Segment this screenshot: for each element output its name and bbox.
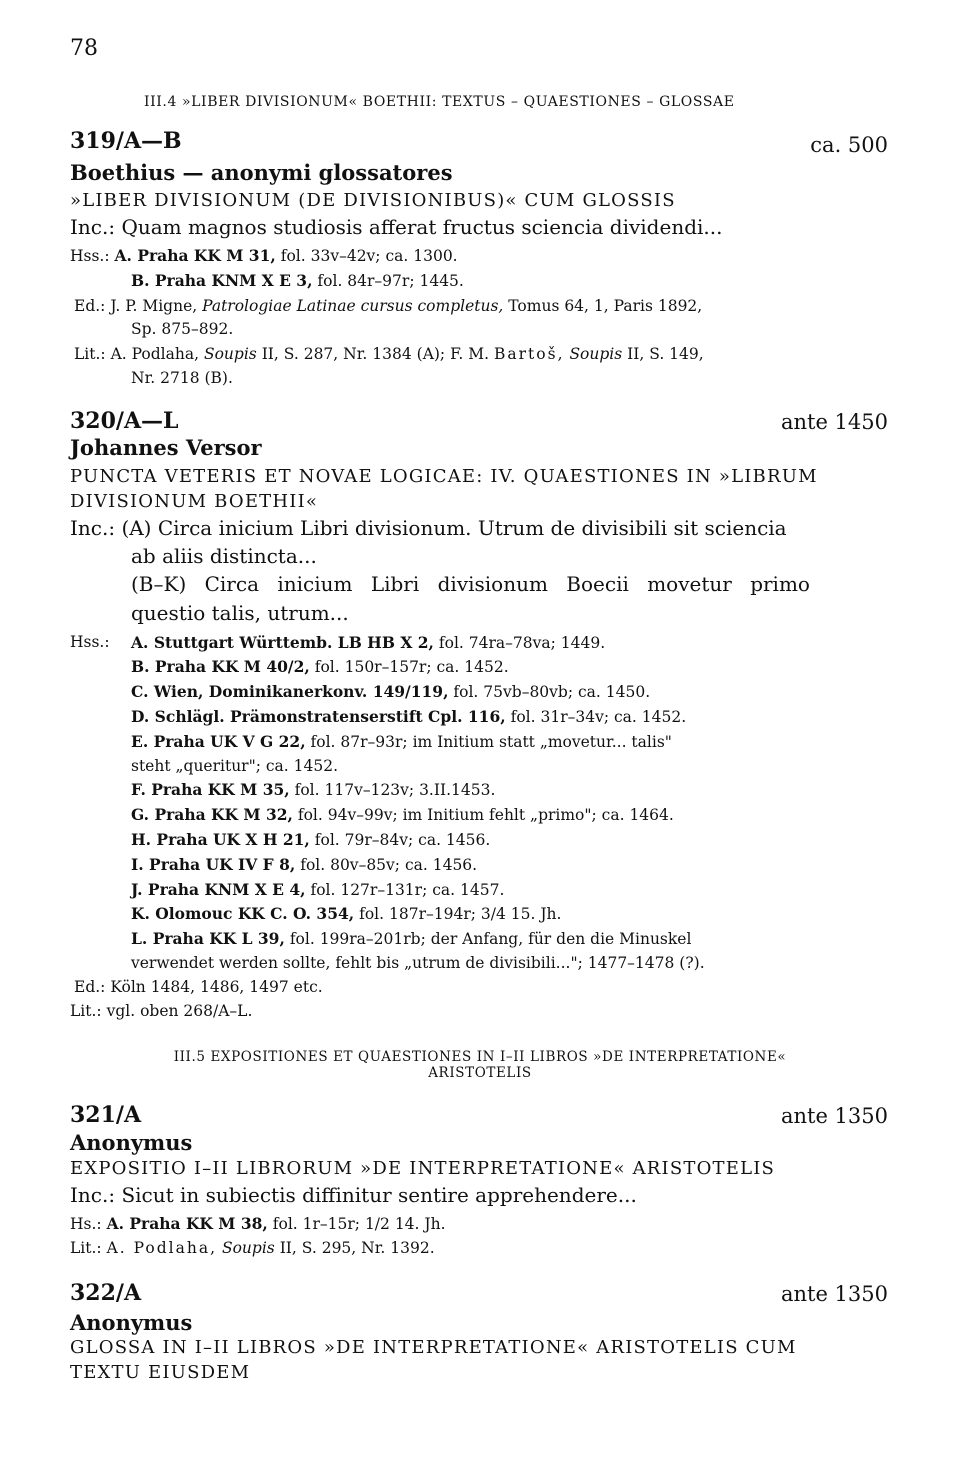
ms-details: steht „queritur"; ca. 1452. [131,757,339,775]
entry-320-literature [70,1002,252,1020]
ms-shelfmark: D. Schlägl. Prämonstratenserstift Cpl. 116, [131,707,506,726]
ms-details: fol. 79r–84v; ca. 1456. [314,831,491,849]
ms-shelfmark: H. Praha UK X H 21, [131,830,310,849]
ms-shelfmark: K. Olomouc KK C. O. 354, [131,904,355,923]
entry-320-ms-row [131,953,705,972]
entry-322-date: ante 1350 [780,1282,888,1306]
lit-author-a: A. Podlaha, [110,345,200,363]
entry-319-incipit [70,215,722,239]
lit-title: Soupis [221,1239,275,1257]
entry-319-edition [74,297,702,315]
ms-shelfmark: B. Praha KK M 40/2, [131,657,310,676]
entry-321-author: Anonymus [70,1130,193,1155]
lit-label: Lit.: [74,345,106,363]
entry-319-edition-2: Sp. 875–892. [131,320,234,338]
section-heading-line-1: III.5 EXPOSITIONES ET QUAESTIONES IN I–II LIBROS »DE INTERPRETATIONE« [173,1049,787,1065]
ms-shelfmark: E. Praha UK V G 22, [131,732,306,751]
entry-320-ms-row [131,805,674,824]
ed-title: Patrologiae Latinae cursus completus, [202,297,504,315]
entry-320-ms-row [131,855,477,874]
ms-details: verwendet werden sollte, fehlt bis „utrum de divisibili..."; 1477–1478 (?). [131,954,705,972]
ms-shelfmark: A. Stuttgart Württemb. LB HB X 2, [131,633,434,652]
entry-320-ms-row [131,756,338,775]
entry-320-ms-row [131,830,490,849]
entry-320-ms-row [131,780,495,799]
entry-321-date: ante 1350 [780,1104,888,1128]
ms-details: fol. 31r–34v; ca. 1452. [510,708,687,726]
entry-322-title-1: GLOSSA IN I–II LIBROS »DE INTERPRETATIONE« ARISTOTELIS CUM [70,1337,797,1358]
hs-label: Hs.: [70,1215,102,1233]
ms-shelfmark: A. Praha KK M 31, [114,246,276,265]
lit-label: Lit.: [70,1239,102,1257]
incipit-text: Quam magnos studiosis afferat fructus sciencia dividendi... [121,215,723,239]
entry-320-ms-row [131,682,650,701]
entry-319-ms-a [70,246,458,265]
ed-label: Ed.: [74,978,106,996]
lit-ref: II, S. 295, Nr. 1392. [279,1239,435,1257]
lit-ref-a: II, S. 287, Nr. 1384 (A); F. M. [261,345,490,363]
entry-322-id: 322/A [70,1280,142,1306]
ms-details: fol. 87r–93r; im Initium statt „movetur... talis" [310,733,672,751]
ed-rest: Tomus 64, 1, Paris 1892, [508,297,703,315]
entry-319-ms-b [131,271,464,290]
ms-shelfmark: J. Praha KNM X E 4, [131,880,306,899]
entry-319-literature [74,345,704,363]
entry-320-incipit-2: ab aliis distincta... [131,544,317,568]
lit-title-b: Soupis [569,345,623,363]
entry-321-literature [70,1239,435,1257]
entry-320-ms-row [131,732,672,751]
ms-shelfmark: B. Praha KNM X E 3, [131,271,313,290]
entry-320-ms-row [131,657,509,676]
ms-details: fol. 80v–85v; ca. 1456. [300,856,478,874]
ms-details: fol. 1r–15r; 1/2 14. Jh. [272,1215,446,1233]
inc-label: Inc.: [70,516,116,540]
ms-details: fol. 33v–42v; ca. 1300. [280,247,458,265]
ms-details: fol. 199ra–201rb; der Anfang, für den die Minuskel [289,930,692,948]
ms-details: fol. 117v–123v; 3.II.1453. [294,781,496,799]
lit-text: vgl. oben 268/A–L. [106,1002,253,1020]
incipit-text: Sicut in subiectis diffinitur sentire apprehendere... [121,1183,637,1207]
section-heading-line-2: ARISTOTELIS [428,1065,532,1081]
entry-320-ms-row [131,904,561,923]
lit-label: Lit.: [70,1002,102,1020]
ms-details: fol. 187r–194r; 3/4 15. Jh. [359,905,562,923]
entry-320-ms-row [131,880,504,899]
ms-shelfmark: F. Praha KK M 35, [131,780,290,799]
entry-321-id: 321/A [70,1102,142,1128]
page-number: 78 [70,36,98,61]
entry-319-author: Boethius — anonymi glossatores [70,160,453,185]
lit-ref-b: II, S. 149, [627,345,704,363]
lit-author-b: Bartoš, [494,345,565,363]
entry-320-title-2: DIVISIONUM BOETHII« [70,491,319,512]
ms-details: fol. 75vb–80vb; ca. 1450. [453,683,651,701]
entry-320-ms-row [131,633,605,652]
ms-shelfmark: I. Praha UK IV F 8, [131,855,296,874]
entry-320-incipit-1 [70,516,787,540]
ms-shelfmark: A. Praha KK M 38, [106,1214,268,1233]
entry-320-id: 320/A—L [70,408,179,434]
ed-text: Köln 1484, 1486, 1497 etc. [110,978,323,996]
entry-321-title: EXPOSITIO I–II LIBRORUM »DE INTERPRETATIONE« ARISTOTELIS [70,1158,776,1179]
lit-title-a: Soupis [203,345,257,363]
ed-label: Ed.: [74,297,106,315]
incipit-text: (A) Circa inicium Libri divisionum. Utrum de divisibili sit sciencia [121,516,787,540]
entry-320-ms-row [131,707,686,726]
entry-322-title-2: TEXTU EIUSDEM [70,1362,251,1383]
entry-320-ms-row [131,929,691,948]
entry-320-incipit-3: (B–K) Circa inicium Libri divisionum Boecii movetur primo [131,572,810,596]
entry-320-edition [74,978,323,996]
entry-320-author: Johannes Versor [70,435,262,460]
ed-name: J. P. Migne, [110,297,198,315]
entry-320-title-1: PUNCTA VETERIS ET NOVAE LOGICAE: IV. QUAESTIONES IN »LIBRUM [70,466,818,487]
running-head: III.4 »LIBER DIVISIONUM« BOETHII: TEXTUS – QUAESTIONES – GLOSSAE [144,94,735,110]
entry-320-hss-label: Hss.: [70,633,110,651]
ms-shelfmark: G. Praha KK M 32, [131,805,293,824]
ms-details: fol. 84r–97r; 1445. [317,272,464,290]
inc-label: Inc.: [70,1183,116,1207]
lit-author: A. Podlaha, [106,1239,218,1257]
ms-details: fol. 127r–131r; ca. 1457. [310,881,505,899]
entry-321-ms [70,1214,446,1233]
ms-shelfmark: C. Wien, Dominikanerkonv. 149/119, [131,682,449,701]
entry-319-title: »LIBER DIVISIONUM (DE DIVISIONIBUS)« CUM GLOSSIS [70,190,676,211]
ms-shelfmark: L. Praha KK L 39, [131,929,285,948]
entry-319-date: ca. 500 [810,133,888,157]
ms-details: fol. 94v–99v; im Initium fehlt „primo"; ca. 1464. [297,806,674,824]
entry-320-date: ante 1450 [780,410,888,434]
inc-label: Inc.: [70,215,116,239]
entry-319-id: 319/A—B [70,128,182,154]
entry-319-literature-2: Nr. 2718 (B). [131,369,233,387]
entry-322-author: Anonymus [70,1310,193,1335]
entry-321-incipit [70,1183,637,1207]
hss-label: Hss.: [70,247,110,265]
ms-details: fol. 150r–157r; ca. 1452. [314,658,509,676]
entry-320-incipit-4: questio talis, utrum... [131,601,349,625]
ms-details: fol. 74ra–78va; 1449. [438,634,606,652]
